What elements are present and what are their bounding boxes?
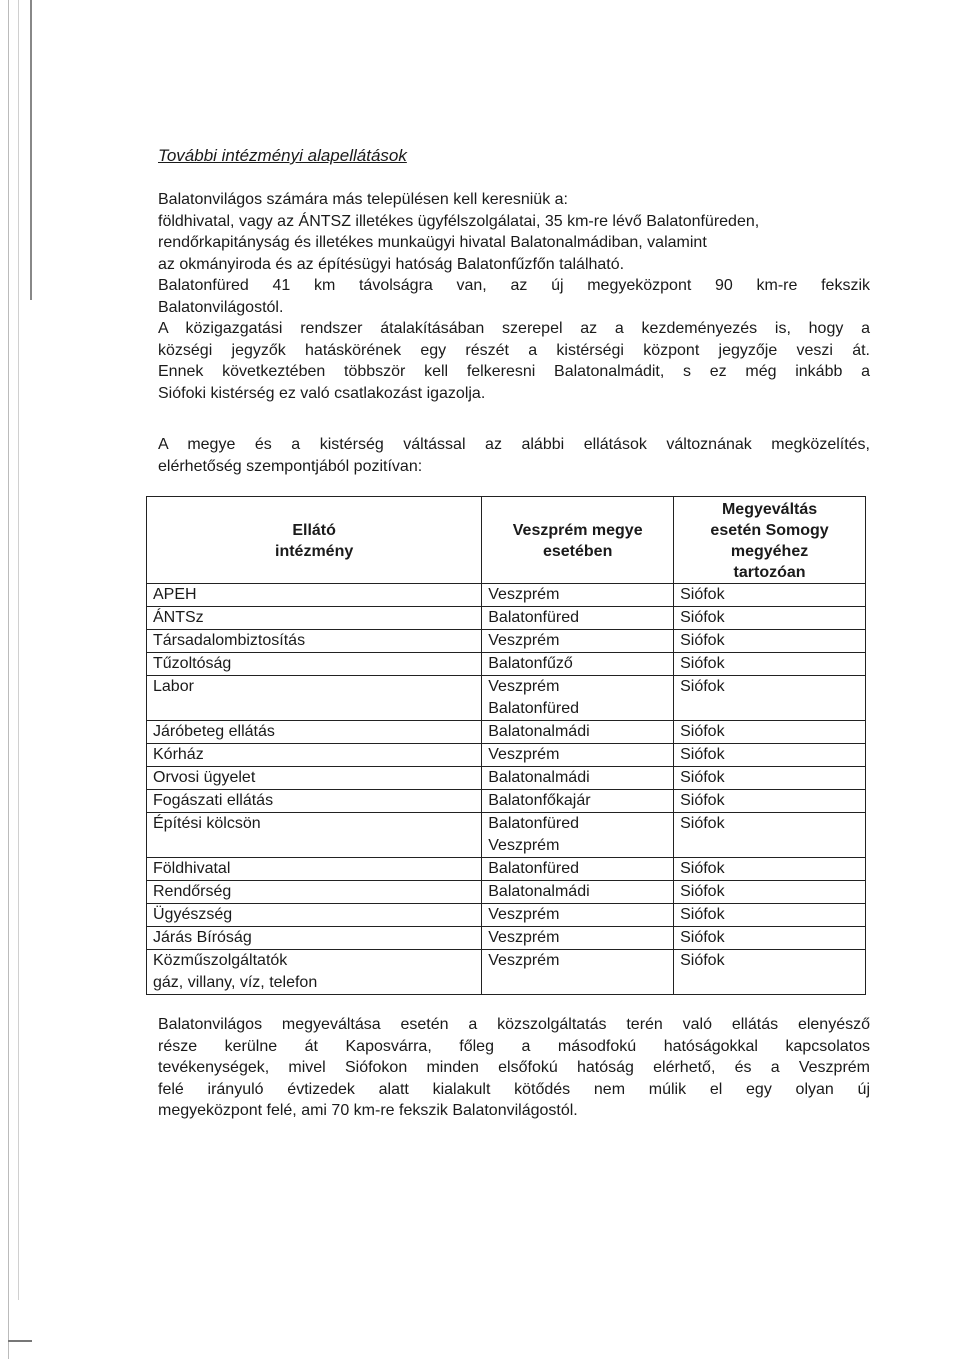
text-line: része kerülne át Kaposvárra, főleg a másodfokú hatóságokkal kapcsolatos	[158, 1037, 870, 1055]
cell-text: Siófok	[680, 769, 725, 786]
table-row	[147, 927, 866, 950]
cell-text: Siófok	[680, 632, 725, 649]
cell-text: Balatonalmádi	[488, 723, 590, 740]
somogy-cell	[674, 813, 866, 858]
table-row	[147, 904, 866, 927]
table-row	[147, 858, 866, 881]
cell-text: Siófok	[680, 906, 725, 923]
facility-name-cell	[147, 584, 482, 607]
somogy-cell	[674, 653, 866, 676]
cell-text: Közműszolgáltatók	[153, 952, 288, 969]
cell-text: Veszprém	[488, 746, 560, 763]
cell-text: Veszprém	[488, 632, 560, 649]
cell-text: gáz, villany, víz, telefon	[153, 974, 318, 991]
text-line: községi jegyzők hatáskörének egy részét a kistérségi központ jegyzője veszi át.	[158, 341, 870, 359]
header-line: Megyeváltás	[721, 501, 818, 518]
table-row	[147, 881, 866, 904]
header-veszprem-megye	[482, 497, 674, 584]
cell-text: Siófok	[680, 860, 725, 877]
cell-text: Balatonfüred	[488, 700, 579, 717]
cell-text: Balatonalmádi	[488, 883, 590, 900]
veszprem-cell	[482, 950, 674, 995]
somogy-cell	[674, 676, 866, 721]
cell-text: Földhivatal	[153, 860, 231, 877]
facility-name-cell	[147, 744, 482, 767]
table-row	[147, 767, 866, 790]
cell-text: Fogászati ellátás	[153, 792, 274, 809]
text-line: Siófoki kistérség ez való csatlakozást igazolja.	[158, 384, 486, 402]
cell-text: ÁNTSz	[153, 609, 204, 626]
facility-name-cell	[147, 790, 482, 813]
facility-name-cell	[147, 607, 482, 630]
somogy-cell	[674, 584, 866, 607]
facility-name-cell	[147, 950, 482, 995]
cell-text: Siófok	[680, 609, 725, 626]
cell-text: APEH	[153, 586, 197, 603]
text-line: Balatonvilágostól.	[158, 298, 284, 316]
cell-text: Veszprém	[488, 586, 560, 603]
cell-text: Balatonfőkajár	[488, 792, 591, 809]
text-line: felé irányuló évtizedek alatt kialakult kötődés nem múlik el egy olyan új	[158, 1080, 870, 1098]
megye-paragraph	[158, 434, 870, 477]
somogy-cell	[674, 744, 866, 767]
facility-name-cell	[147, 676, 482, 721]
cell-text: Siófok	[680, 929, 725, 946]
text-line: Ennek következtében többször kell felkeresni Balatonalmádit, s ez még inkább a	[158, 363, 870, 380]
header-line: megyéhez	[730, 543, 809, 560]
cell-text: Veszprém	[488, 906, 560, 923]
cell-text: Járás Bíróság	[153, 929, 252, 946]
table-row	[147, 630, 866, 653]
table-row	[147, 813, 866, 858]
veszprem-cell	[482, 790, 674, 813]
cell-text: Társadalombiztosítás	[153, 632, 306, 649]
veszprem-cell	[482, 881, 674, 904]
text-line: az okmányiroda és az építésügyi hatóság Balatonfűzfőn található.	[158, 255, 625, 273]
facility-table	[146, 496, 866, 995]
somogy-cell	[674, 904, 866, 927]
text-line: elérhetőség szempontjából pozitívan:	[158, 457, 423, 475]
cell-text: Siófok	[680, 678, 725, 695]
somogy-cell	[674, 630, 866, 653]
veszprem-cell	[482, 676, 674, 721]
cell-text: Siófok	[680, 952, 725, 969]
veszprem-cell	[482, 904, 674, 927]
facility-name-cell	[147, 813, 482, 858]
text-line: A közigazgatási rendszer átalakításában szerepel az a kezdeményezés is, hogy a	[158, 320, 870, 337]
cell-text: Siófok	[680, 792, 725, 809]
cell-text: Siófok	[680, 815, 725, 832]
header-line: intézmény	[275, 543, 354, 560]
facility-name-cell	[147, 630, 482, 653]
table-row	[147, 744, 866, 767]
somogy-cell	[674, 721, 866, 744]
table-row	[147, 584, 866, 607]
text-line: rendőrkapitányság és illetékes munkaügyi hivatal Balatonalmádiban, valamint	[158, 234, 707, 251]
somogy-cell	[674, 607, 866, 630]
veszprem-cell	[482, 767, 674, 790]
table-row	[147, 676, 866, 721]
cell-text: Siófok	[680, 883, 725, 900]
veszprem-cell	[482, 630, 674, 653]
cell-text: Ügyészség	[153, 906, 233, 923]
cell-text: Veszprém	[488, 929, 560, 946]
header-line: esetén Somogy	[710, 522, 829, 539]
cell-text: Tűzoltóság	[153, 655, 232, 672]
cell-text: Siófok	[680, 586, 725, 603]
cell-text: Járóbeteg ellátás	[153, 723, 275, 740]
scan-edge-line	[30, 0, 32, 300]
cell-text: Balatonfüred	[488, 815, 579, 832]
text-line: megyeközpont felé, ami 70 km-re fekszik Balatonvilágostól.	[158, 1102, 578, 1119]
cell-text: Siófok	[680, 746, 725, 763]
veszprem-cell	[482, 607, 674, 630]
somogy-cell	[674, 767, 866, 790]
somogy-cell	[674, 881, 866, 904]
veszprem-cell	[482, 721, 674, 744]
header-line: tartozóan	[733, 564, 806, 581]
table-row	[147, 607, 866, 630]
cell-text: Veszprém	[488, 837, 560, 854]
facility-name-cell	[147, 904, 482, 927]
scan-edge-line	[18, 0, 19, 1300]
facility-name-cell	[147, 927, 482, 950]
cell-text: Orvosi ügyelet	[153, 769, 256, 786]
cell-text: Veszprém	[488, 952, 560, 969]
facility-name-cell	[147, 881, 482, 904]
cell-text: Siófok	[680, 655, 725, 672]
text-line: tevékenységek, mivel Siófokon minden elsőfokú hatóság elérhető, és a Veszprém	[158, 1059, 870, 1076]
text-line: Balatonvilágos megyeváltása esetén a közszolgáltatás terén való ellátás elenyésző	[158, 1016, 870, 1033]
somogy-cell	[674, 858, 866, 881]
cell-text: Siófok	[680, 723, 725, 740]
table-row	[147, 653, 866, 676]
intro-paragraph	[158, 189, 870, 404]
facility-name-cell	[147, 767, 482, 790]
text-line: Balatonvilágos számára más településen kell keresniük a:	[158, 191, 568, 208]
scan-edge-line	[8, 0, 9, 1359]
veszprem-cell	[482, 744, 674, 767]
veszprem-cell	[482, 858, 674, 881]
facility-name-cell	[147, 858, 482, 881]
cell-text: Balatonalmádi	[488, 769, 590, 786]
veszprem-cell	[482, 927, 674, 950]
text-line: földhivatal, vagy az ÁNTSZ illetékes ügyfélszolgálatai, 35 km-re lévő Balatonfüreden,	[158, 212, 760, 230]
veszprem-cell	[482, 653, 674, 676]
scan-edge-line	[8, 1340, 32, 1342]
cell-text: Balatonfüred	[488, 860, 579, 877]
cell-text: Rendőrség	[153, 883, 232, 900]
header-line: esetében	[542, 543, 613, 560]
header-line: Veszprém megye	[512, 522, 643, 539]
facility-name-cell	[147, 721, 482, 744]
header-ellato-intezmeny	[147, 497, 482, 584]
table-row	[147, 950, 866, 995]
somogy-cell	[674, 790, 866, 813]
cell-text: Balatonfűző	[488, 655, 573, 672]
section-heading: További intézményi alapellátások	[158, 146, 407, 165]
header-line: Ellátó	[292, 522, 336, 539]
facility-name-cell	[147, 653, 482, 676]
text-line: Balatonfüred 41 km távolságra van, az új megyeközpont 90 km-re fekszik	[158, 277, 870, 294]
cell-text: Kórház	[153, 746, 204, 763]
cell-text: Balatonfüred	[488, 609, 579, 626]
table-row	[147, 721, 866, 744]
cell-text: Építési kölcsön	[153, 815, 261, 832]
header-megyevaltas	[674, 497, 866, 584]
cell-text: Veszprém	[488, 678, 560, 695]
veszprem-cell	[482, 813, 674, 858]
closing-paragraph	[158, 1014, 870, 1122]
table-row	[147, 790, 866, 813]
text-line: A megye és a kistérség váltással az alábbi ellátások változnának megközelítés,	[158, 436, 870, 453]
somogy-cell	[674, 927, 866, 950]
veszprem-cell	[482, 584, 674, 607]
somogy-cell	[674, 950, 866, 995]
cell-text: Labor	[153, 678, 194, 695]
